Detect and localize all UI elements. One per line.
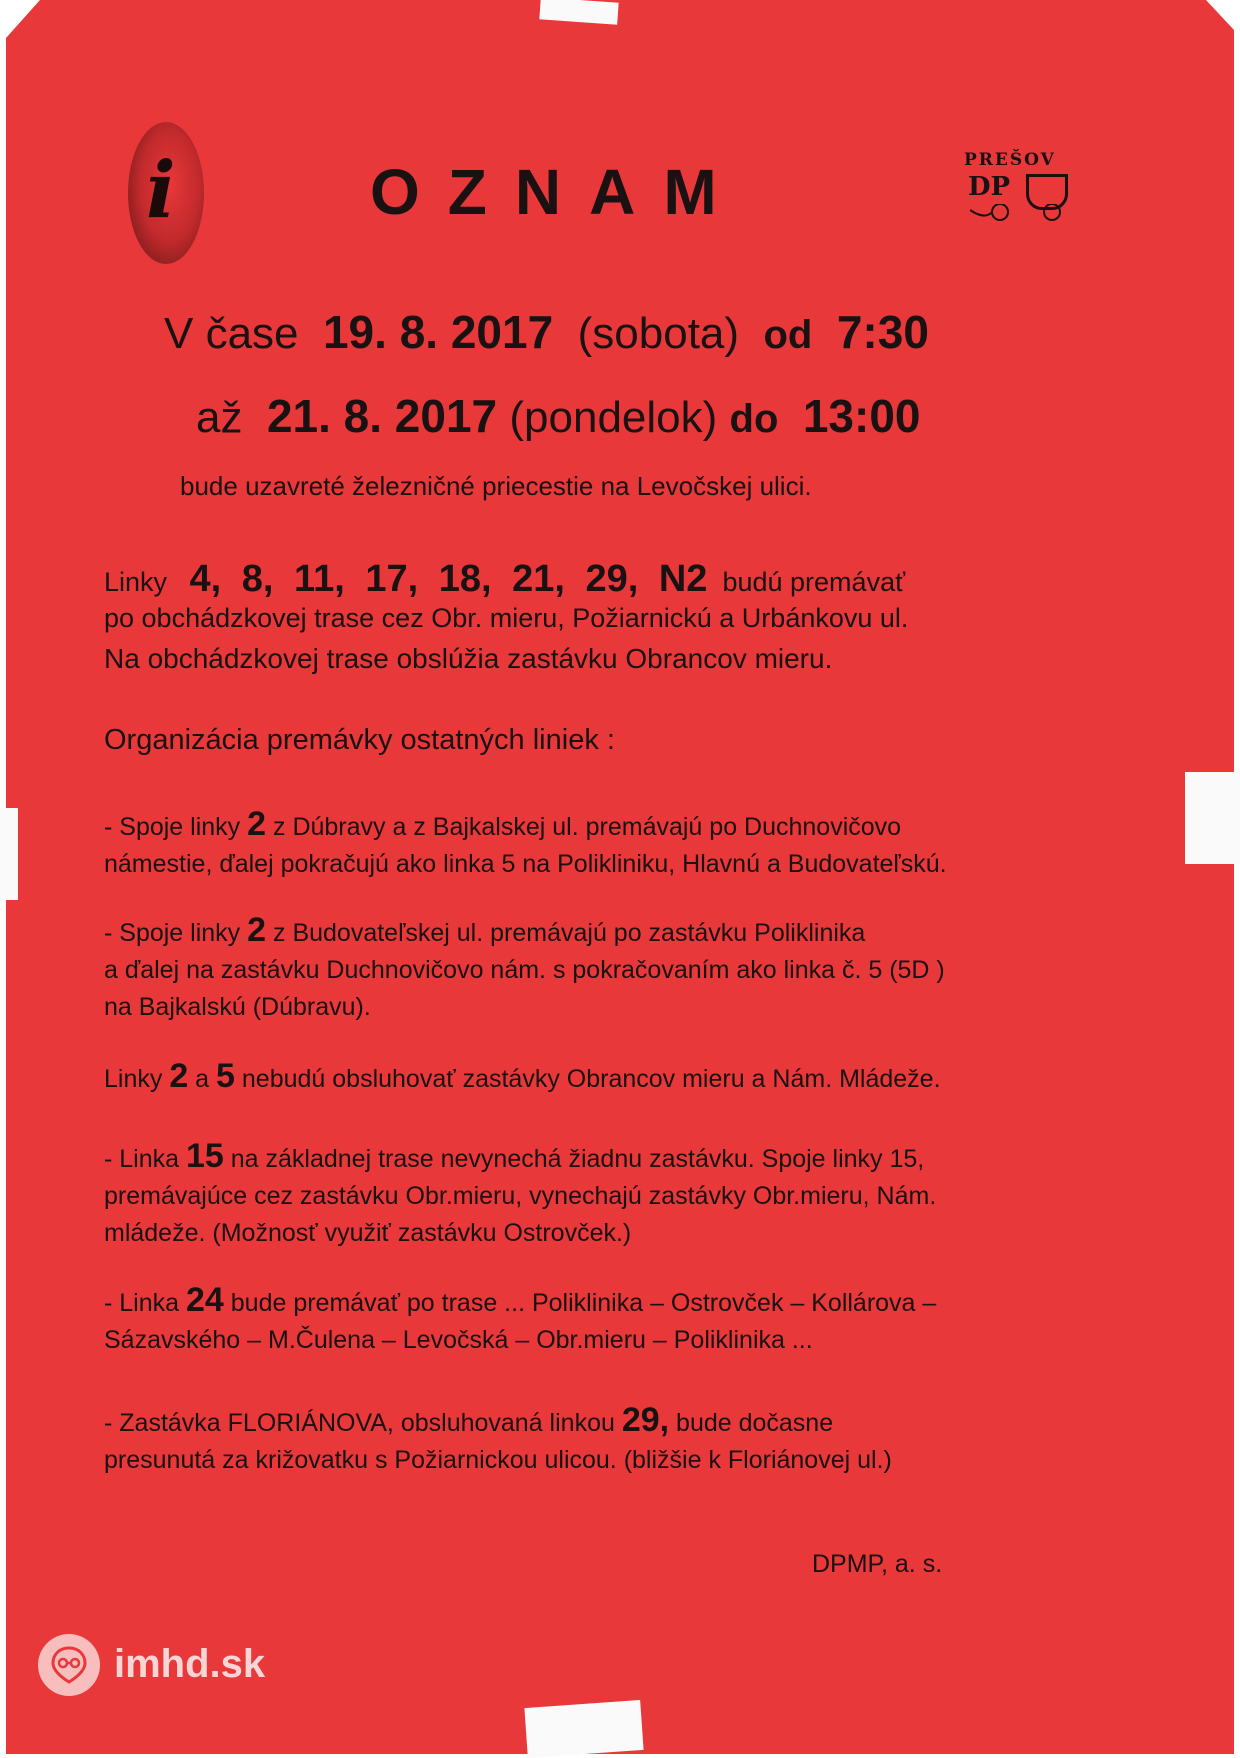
section-heading: Organizácia premávky ostatných liniek : [104, 724, 615, 756]
date-line-2 [196, 390, 921, 444]
text: budú premávať [722, 567, 906, 597]
tape-strip [0, 808, 18, 900]
dp-presov-logo [964, 150, 1084, 230]
line-numbers: 4, 8, 11, 17, 18, 21, 29, N2 [189, 558, 708, 600]
tape-strip [524, 1700, 643, 1758]
end-day: (pondelok) [509, 393, 718, 442]
info-icon: i [128, 122, 204, 264]
start-date: 19. 8. 2017 [322, 306, 554, 358]
signature: DPMP, a. s. [812, 1550, 943, 1578]
watermark-text: imhd.sk [114, 1642, 266, 1686]
detour-route: po obchádzkovej trase cez Obr. mieru, Požiarnickú a Urbánkovu ul. [104, 603, 909, 633]
page-title: OZNAM [370, 156, 745, 228]
paragraph-lines-2-5: Linky 2 a 5 nebudú obsluhovať zastávky Obrancov mieru a Nám. Mládeže. [104, 1057, 941, 1095]
text: do [729, 397, 779, 441]
closure-note: bude uzavreté železničné priecestie na Levočskej ulici. [180, 471, 812, 501]
paragraph-line-2a: - Spoje linky 2 z Dúbravy a z Bajkalskej ul. premávajú po Duchnovičovo námestie, ďalej pokračujú ako linka 5 na Polikliniku, Hlavnú a Budovateľskú. [104, 805, 947, 878]
start-day: (sobota) [577, 309, 740, 358]
wheels-icon [970, 204, 1070, 222]
logo-city: PREŠOV [964, 150, 1056, 170]
paragraph-line-15: - Linka 15 na základnej trase nevynechá žiadnu zastávku. Spoje linky 15, premávajúce cez zastávku Obr.mieru, vynechajú zastávky Obr.mieru, Nám. mládeže. (Možnosť využiť zastávku Ostrovček.) [104, 1137, 937, 1247]
text: až [196, 393, 243, 442]
bus-face-icon [38, 1634, 100, 1696]
start-time: 7:30 [836, 306, 929, 358]
end-time: 13:00 [802, 390, 921, 442]
text: V čase [164, 309, 299, 358]
text: od [763, 313, 813, 357]
paragraph-florianova: - Zastávka FLORIÁNOVA, obsluhovaná linkou 29, bude dočasne presunutá za križovatku s Požiarnickou ulicou. (bližšie k Floriánovej ul.) [104, 1401, 892, 1474]
date-line-1 [164, 306, 929, 360]
text: Linky [104, 567, 168, 597]
detour-stop: Na obchádzkovej trase obslúžia zastávku Obrancov mieru. [104, 643, 833, 674]
logo-letters: DP [968, 172, 1011, 202]
paragraph-line-2b: - Spoje linky 2 z Budovateľskej ul. premávajú po zastávku Poliklinika a ďalej na zastávku Duchnovičovo nám. s pokračovaním ako linka č. 5 (5D ) na Bajkalskú (Dúbravu). [104, 911, 945, 1021]
paragraph-line-24: - Linka 24 bude premávať po trase ... Poliklinika – Ostrovček – Kollárova – Sázavského – M.Čulena – Levočská – Obr.mieru – Poliklinika ... [104, 1281, 937, 1354]
lines-row [104, 558, 905, 602]
end-date: 21. 8. 2017 [266, 390, 498, 442]
tape-strip [1185, 772, 1240, 864]
